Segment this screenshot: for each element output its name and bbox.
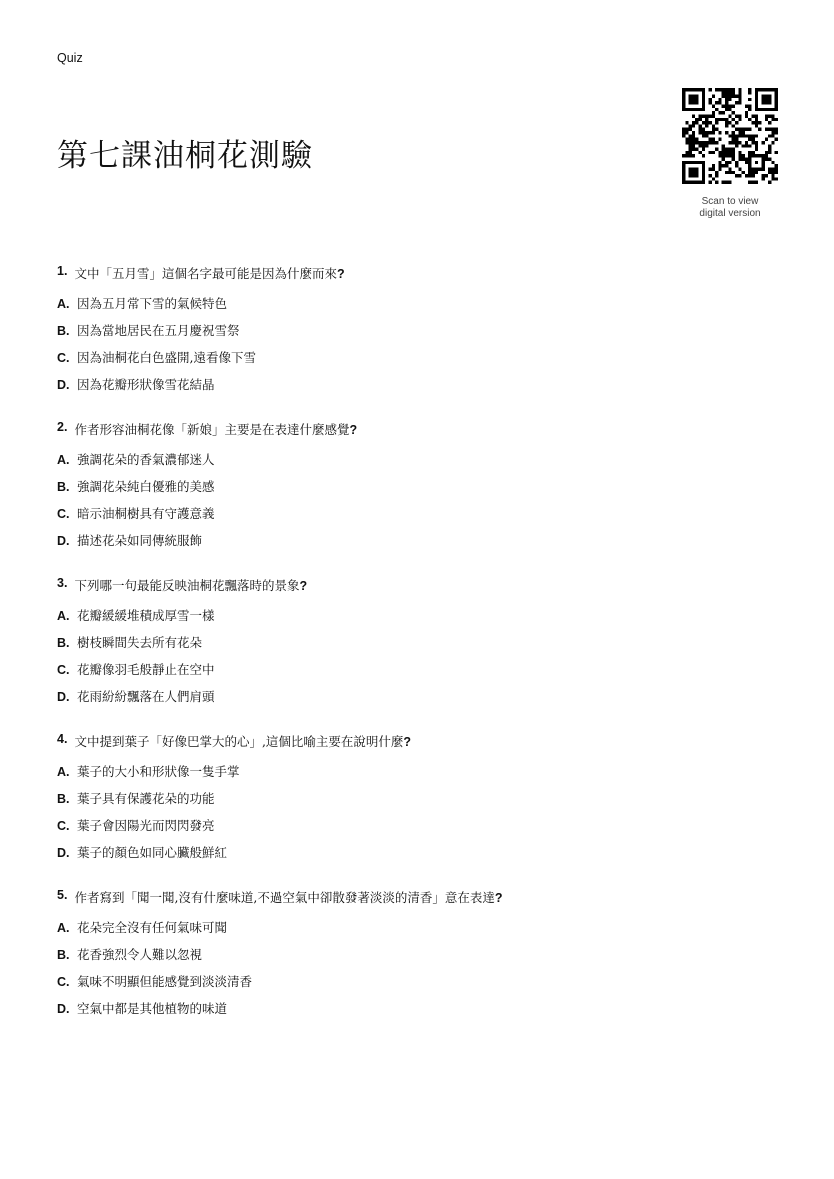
option-c[interactable] — [57, 973, 777, 991]
question-mark: ? — [336, 267, 345, 281]
option-letter: B. — [57, 948, 70, 962]
option-letter: A. — [57, 765, 70, 779]
option-a[interactable] — [57, 607, 777, 625]
option-b[interactable] — [57, 634, 777, 652]
question-1 — [57, 265, 777, 394]
question-4 — [57, 733, 777, 862]
option-d[interactable] — [57, 376, 777, 394]
option-d[interactable] — [57, 844, 777, 862]
option-c[interactable] — [57, 817, 777, 835]
question-mark: ? — [349, 423, 358, 437]
qr-caption-line-1: Scan to view — [701, 196, 759, 207]
option-a[interactable] — [57, 763, 777, 781]
qr-caption-line-2: digital version — [699, 208, 761, 219]
question-header — [57, 733, 777, 751]
page-title: 第七課油桐花測驗 — [57, 138, 313, 174]
option-text: 氣味不明顯但能感覺到淡淡清香 — [77, 974, 253, 989]
option-b[interactable] — [57, 790, 777, 808]
option-text: 因為花瓣形狀像雪花結晶 — [77, 377, 215, 392]
option-text: 描述花朵如同傳統服飾 — [77, 533, 203, 548]
option-text: 花瓣緩緩堆積成厚雪一樣 — [77, 608, 215, 623]
option-text: 因為當地居民在五月慶祝雪祭 — [77, 323, 240, 338]
quiz-label: Quiz — [57, 51, 83, 65]
option-text: 花瓣像羽毛般靜止在空中 — [77, 662, 215, 677]
question-2 — [57, 421, 777, 550]
option-a[interactable] — [57, 295, 777, 313]
option-letter: C. — [57, 819, 70, 833]
option-letter: D. — [57, 846, 70, 860]
option-letter: A. — [57, 453, 70, 467]
question-header — [57, 421, 777, 439]
option-letter: B. — [57, 324, 70, 338]
question-text: 作者寫到「聞一聞,沒有什麼味道,不過空氣中卻散發著淡淡的清香」意在表達 — [74, 890, 495, 905]
option-letter: C. — [57, 351, 70, 365]
option-d[interactable] — [57, 532, 777, 550]
qr-block — [680, 88, 780, 220]
question-number: 3. — [57, 576, 68, 590]
option-c[interactable] — [57, 505, 777, 523]
qr-caption — [680, 196, 780, 220]
option-b[interactable] — [57, 946, 777, 964]
option-text: 葉子會因陽光而閃閃發亮 — [77, 818, 215, 833]
question-3 — [57, 577, 777, 706]
question-text: 作者形容油桐花像「新娘」主要是在表達什麼感覺 — [74, 422, 350, 437]
option-text: 空氣中都是其他植物的味道 — [77, 1001, 228, 1016]
option-letter: B. — [57, 636, 70, 650]
option-text: 花雨紛紛飄落在人們肩頭 — [77, 689, 215, 704]
option-letter: C. — [57, 975, 70, 989]
option-text: 葉子的大小和形狀像一隻手掌 — [77, 764, 240, 779]
option-d[interactable] — [57, 688, 777, 706]
question-number: 2. — [57, 420, 68, 434]
option-letter: A. — [57, 921, 70, 935]
option-letter: A. — [57, 609, 70, 623]
question-number: 1. — [57, 264, 68, 278]
option-d[interactable] — [57, 1000, 777, 1018]
option-text: 暗示油桐樹具有守護意義 — [77, 506, 215, 521]
option-c[interactable] — [57, 661, 777, 679]
option-text: 因為五月常下雪的氣候特色 — [77, 296, 228, 311]
option-a[interactable] — [57, 919, 777, 937]
option-text: 樹枝瞬間失去所有花朵 — [77, 635, 203, 650]
option-b[interactable] — [57, 322, 777, 340]
option-text: 花朵完全沒有任何氣味可聞 — [77, 920, 228, 935]
question-number: 4. — [57, 732, 68, 746]
option-letter: D. — [57, 1002, 70, 1016]
question-text: 文中提到葉子「好像巴掌大的心」,這個比喻主要在說明什麼 — [74, 734, 404, 749]
option-letter: C. — [57, 507, 70, 521]
option-text: 強調花朵純白優雅的美感 — [77, 479, 215, 494]
question-header — [57, 265, 777, 283]
option-c[interactable] — [57, 349, 777, 367]
question-header — [57, 889, 777, 907]
option-letter: A. — [57, 297, 70, 311]
option-letter: D. — [57, 534, 70, 548]
option-letter: C. — [57, 663, 70, 677]
question-mark: ? — [494, 891, 503, 905]
option-letter: D. — [57, 378, 70, 392]
option-b[interactable] — [57, 478, 777, 496]
qr-code-icon — [682, 88, 778, 184]
question-number: 5. — [57, 888, 68, 902]
question-mark: ? — [403, 735, 412, 749]
option-letter: D. — [57, 690, 70, 704]
question-text: 下列哪一句最能反映油桐花飄落時的景象 — [74, 578, 300, 593]
question-header — [57, 577, 777, 595]
question-mark: ? — [299, 579, 308, 593]
question-5 — [57, 889, 777, 1018]
option-letter: B. — [57, 792, 70, 806]
option-a[interactable] — [57, 451, 777, 469]
question-list — [57, 265, 777, 1045]
option-text: 因為油桐花白色盛開,遠看像下雪 — [77, 350, 256, 365]
question-text: 文中「五月雪」這個名字最可能是因為什麼而來 — [74, 266, 337, 281]
option-text: 強調花朵的香氣濃郁迷人 — [77, 452, 215, 467]
option-letter: B. — [57, 480, 70, 494]
option-text: 花香強烈令人難以忽視 — [77, 947, 203, 962]
option-text: 葉子的顏色如同心臟般鮮紅 — [77, 845, 228, 860]
option-text: 葉子具有保護花朵的功能 — [77, 791, 215, 806]
